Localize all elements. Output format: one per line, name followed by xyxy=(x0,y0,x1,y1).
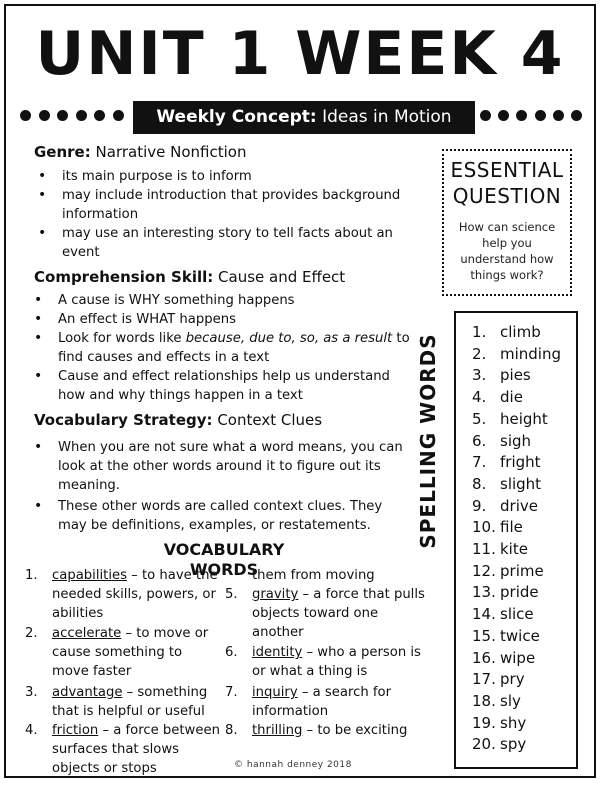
list-item: • These other words are called context clues. They may be definitions, examples, or restatements. xyxy=(58,497,406,535)
spelling-word-8: 8. slight xyxy=(472,474,542,493)
comprehension-bullets xyxy=(6,291,431,405)
comprehension-value: Cause and Effect xyxy=(218,268,346,286)
vocab-strategy-section xyxy=(6,410,431,537)
spelling-words-title: SPELLING WORDS xyxy=(416,333,440,549)
essential-question-title: ESSENTIAL QUESTION xyxy=(450,158,564,208)
list-item: • may include introduction that provides background information xyxy=(62,186,410,224)
comprehension-section xyxy=(6,267,431,405)
comprehension-label: Comprehension Skill xyxy=(34,268,208,286)
spelling-word-9: 9. drive xyxy=(472,496,538,515)
vocab-strategy-heading: Vocabulary Strategy: Context Clues xyxy=(34,411,323,429)
vocab-word-3: 3. advantage – something that is helpful or useful xyxy=(25,685,208,719)
spelling-word-16: 16. wipe xyxy=(472,648,536,667)
spelling-word-17: 17. pry xyxy=(472,670,525,689)
vocab-word-5: them from moving 5. gravity – a force that pulls objects toward one another xyxy=(225,568,425,640)
genre-label: Genre xyxy=(34,143,85,161)
spelling-word-12: 12. prime xyxy=(472,561,544,580)
weekly-concept-banner: Weekly Concept: Ideas in Motion xyxy=(133,101,475,134)
spelling-word-6: 6. sigh xyxy=(472,431,532,450)
vocab-word-6: 6. identity – who a person is or what a thing is xyxy=(225,645,421,679)
spelling-word-18: 18. sly xyxy=(472,691,521,710)
spelling-word-1: 1. climb xyxy=(472,323,541,341)
vocab-strategy-value: Context Clues xyxy=(217,411,323,429)
genre-value: Narrative Nonfiction xyxy=(95,143,247,161)
weekly-concept-label: Weekly Concept xyxy=(156,107,310,127)
vocab-word-2: 2. accelerate – to move or cause something to move faster xyxy=(25,626,209,679)
dot-divider-right xyxy=(480,110,582,122)
vocab-word-1: 1. capabilities – to have the needed skills, powers, or abilities xyxy=(25,568,218,621)
copyright-footer: © hannah denney 2018 xyxy=(234,760,352,770)
genre-bullets xyxy=(6,167,431,262)
vocab-word-7: 7. inquiry – a search for information xyxy=(225,685,392,719)
list-item: • its main purpose is to inform xyxy=(62,167,410,186)
list-item: • An effect is WHAT happens xyxy=(58,310,413,329)
vocab-word-8: 8. thrilling – to be exciting xyxy=(225,723,408,738)
vocab-word-4: 4. friction – a force between surfaces that slows objects or stops xyxy=(25,723,220,776)
spelling-word-13: 13. pride xyxy=(472,583,539,602)
essential-question-box xyxy=(442,149,572,296)
page-title: UNIT 1 WEEK 4 xyxy=(35,19,565,89)
spelling-word-4: 4. die xyxy=(472,388,523,407)
spelling-word-19: 19. shy xyxy=(472,713,527,732)
spelling-word-11: 11. kite xyxy=(472,540,528,558)
vocab-strategy-label: Vocabulary Strategy xyxy=(34,411,207,429)
vocabulary-words-title: VOCABULARY WORDS xyxy=(163,540,285,579)
spelling-word-7: 7. fright xyxy=(472,453,541,472)
spelling-word-10: 10. file xyxy=(472,518,523,537)
list-item: • Look for words like because, due to, so, as a result to find causes and effects in a text xyxy=(58,329,413,367)
genre-section xyxy=(6,142,431,262)
worksheet-page xyxy=(4,4,596,778)
spelling-word-15: 15. twice xyxy=(472,626,540,645)
vocab-strategy-bullets xyxy=(6,438,431,535)
comprehension-heading: Comprehension Skill: Cause and Effect xyxy=(34,268,346,286)
list-item: • A cause is WHY something happens xyxy=(58,291,413,310)
spelling-word-2: 2. minding xyxy=(472,344,562,363)
list-item: • Cause and effect relationships help us understand how and why things happen in a text xyxy=(58,367,413,405)
spelling-word-14: 14. slice xyxy=(472,605,534,624)
spelling-words-box xyxy=(454,311,578,769)
genre-heading: Genre: Narrative Nonfiction xyxy=(34,143,247,161)
essential-question-text: How can science help you understand how things work? xyxy=(458,220,556,282)
list-item: • When you are not sure what a word means, you can look at the other words around it to figure out its meaning. xyxy=(58,438,406,495)
spelling-word-5: 5. height xyxy=(472,409,548,428)
spelling-word-3: 3. pies xyxy=(472,366,531,385)
list-item: • may use an interesting story to tell facts about an event xyxy=(62,224,410,262)
dot-divider-left xyxy=(20,110,124,122)
spelling-word-20: 20. spy xyxy=(472,735,527,754)
weekly-concept-value: Ideas in Motion xyxy=(322,107,452,127)
